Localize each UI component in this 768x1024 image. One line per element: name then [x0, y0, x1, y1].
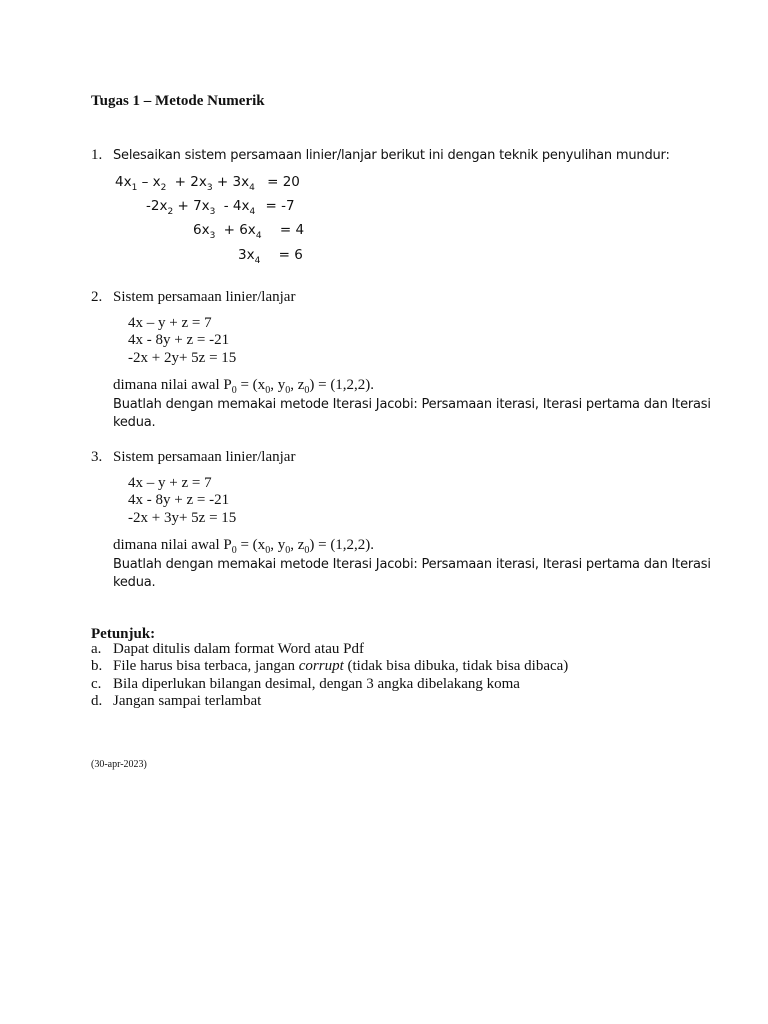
- problem-2-instruction-line-2: kedua.: [113, 415, 156, 430]
- problem-1-equation-2: $-2x_2 + 7x_3 - 4x_4 = -7$: [146, 198, 295, 217]
- problem-2-equation-1: 4x – y + z = 7: [128, 315, 212, 331]
- problem-3-initial-value: dimana nilai awal $P_0 = (x_0$, $y_0$, $z_0) = (1,2,2)$.: [113, 537, 375, 556]
- hint-text: Dapat ditulis dalam format Word atau Pdf: [113, 641, 364, 657]
- document-date: (30-apr-2023): [91, 759, 147, 770]
- problem-3-number: 3.: [91, 449, 103, 465]
- document-title: Tugas 1 – Metode Numerik: [91, 93, 265, 109]
- problem-2-equation-2: 4x - 8y + z = -21: [128, 332, 230, 348]
- problem-1-text: Selesaikan sistem persamaan linier/lanjar berikut ini dengan teknik penyulihan mundur:: [113, 148, 670, 163]
- problem-1-number: 1.: [91, 147, 103, 163]
- problem-1-equation-4: $3x_4 = 6$: [238, 247, 303, 266]
- problem-2-initial-value: dimana nilai awal $P_0 = (x_0$, $y_0$, $z_0) = (1,2,2)$.: [113, 377, 375, 396]
- problem-3-equation-2: 4x - 8y + z = -21: [128, 492, 230, 508]
- problem-2-number: 2.: [91, 289, 103, 305]
- hint-label: b.: [91, 658, 103, 674]
- hint-text: File harus bisa terbaca, jangan corrupt (tidak bisa dibuka, tidak bisa dibaca): [113, 658, 569, 674]
- problem-3-instruction-line-1: Buatlah dengan memakai metode Iterasi Jacobi: Persamaan iterasi, Iterasi pertama dan Iterasi: [113, 557, 711, 572]
- problem-2-instruction-line-1: Buatlah dengan memakai metode Iterasi Jacobi: Persamaan iterasi, Iterasi pertama dan Iterasi: [113, 397, 711, 412]
- hint-label: d.: [91, 693, 103, 709]
- problem-3-equation-3: -2x + 3y+ 5z = 15: [128, 510, 237, 526]
- problem-3-equation-1: 4x – y + z = 7: [128, 475, 212, 491]
- petunjuk-heading: Petunjuk:: [91, 626, 156, 642]
- hint-label: a.: [91, 641, 102, 657]
- problem-3-instruction-line-2: kedua.: [113, 575, 156, 590]
- hint-label: c.: [91, 676, 102, 692]
- problem-1-equation-3: $6x_3 + 6x_4 = 4$: [193, 222, 305, 241]
- hint-text: Bila diperlukan bilangan desimal, dengan 3 angka dibelakang koma: [113, 676, 520, 692]
- problem-3-text: Sistem persamaan linier/lanjar: [113, 449, 296, 465]
- problem-2-equation-3: -2x + 2y+ 5z = 15: [128, 350, 237, 366]
- hint-text: Jangan sampai terlambat: [113, 693, 262, 709]
- problem-1-equation-1: $4x_1 - x_2 + 2x_3 + 3x_4 = 20$: [115, 174, 300, 193]
- problem-2-text: Sistem persamaan linier/lanjar: [113, 289, 296, 305]
